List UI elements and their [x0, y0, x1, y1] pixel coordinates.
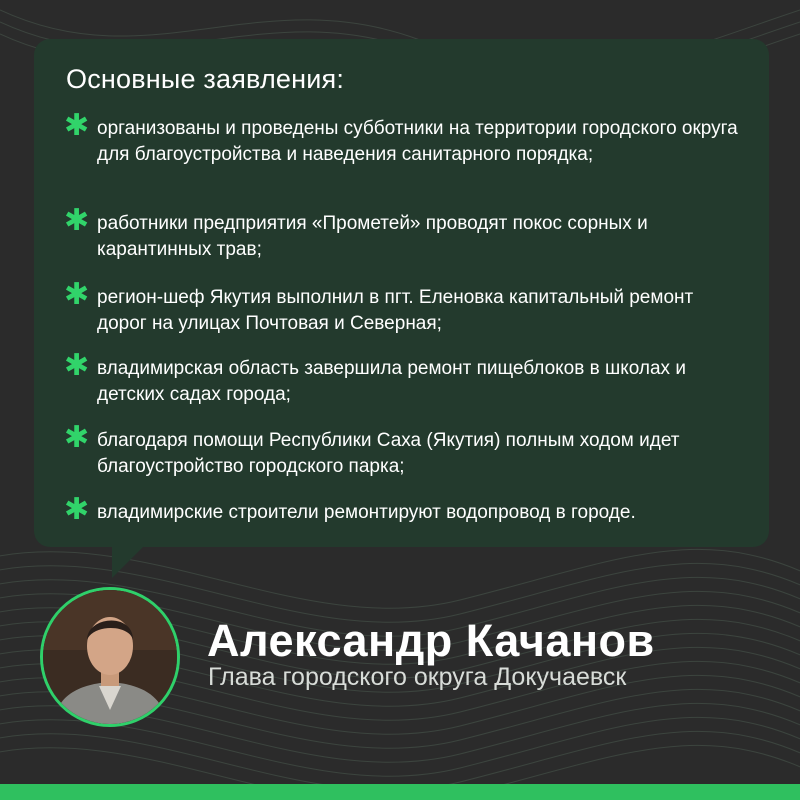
- speaker-avatar: [40, 587, 180, 727]
- statement-text: регион-шеф Якутия выполнил в пгт. Еленовка капитальный ремонт дорог на улицах Почтовая и Северная;: [97, 287, 694, 334]
- asterisk-icon: ✱: [64, 204, 90, 237]
- portrait-photo: [43, 590, 177, 724]
- asterisk-icon: ✱: [64, 349, 90, 382]
- statement-text: владимирская область завершила ремонт пищеблоков в школах и детских садах города;: [97, 358, 686, 405]
- asterisk-icon: ✱: [64, 493, 90, 526]
- statement-text: организованы и проведены субботники на территории городского округа для благоустройства и наведения санитарного порядка;: [97, 118, 738, 165]
- statement-text: владимирские строители ремонтируют водопровод в городе.: [97, 502, 636, 523]
- statement-text: работники предприятия «Прометей» проводят покос сорных и карантинных трав;: [97, 213, 648, 260]
- speech-bubble-tail: [112, 546, 144, 578]
- statements-heading: Основные заявления:: [66, 64, 345, 94]
- bottom-accent-bar: [0, 784, 800, 800]
- speaker-title: Глава городского округа Докучаевск: [208, 663, 627, 691]
- asterisk-icon: ✱: [64, 109, 90, 142]
- asterisk-icon: ✱: [64, 278, 90, 311]
- statement-text: благодаря помощи Республики Саха (Якутия) полным ходом идет благоустройство городского парка;: [97, 430, 680, 477]
- asterisk-icon: ✱: [64, 421, 90, 454]
- speaker-name: Александр Качанов: [207, 615, 655, 666]
